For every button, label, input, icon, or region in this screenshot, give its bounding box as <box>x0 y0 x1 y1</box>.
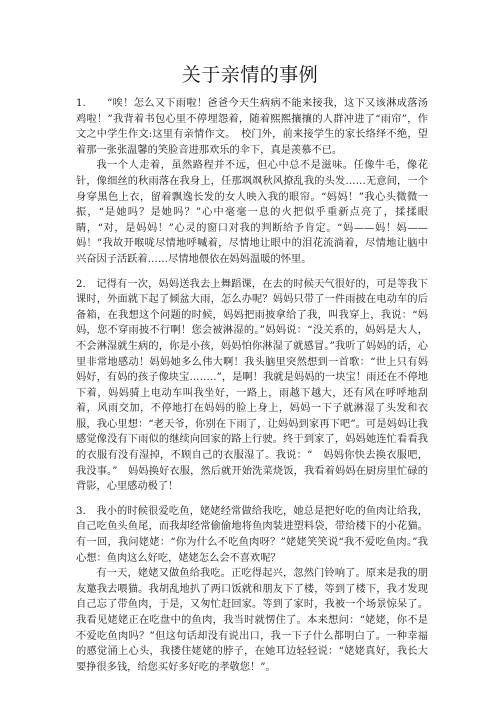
paragraph-1-continued: 我一个人走着，虽然路程并不远，但心中总不是滋味。任像牛毛，像花针，像细丝的秋雨落在我身上，任那飒飒秋风撩乱我的头发……无意间，一个身穿黑色上衣，留着飘逸长发的女人映入我的眼帘。“妈妈！”我心头微微一振，“是她吗？是她吗？”心中毫毫一息的火把似乎重新点亮了，揉揉眼睛，“对，是妈妈！”心灵的窗口对我的判断给予肯定。“妈——妈！妈——妈！”我故开喉咙尽情地呼喊着，尽情地让眼中的泪花流淌着，尽情地让脑中兴奋因子活跃着……尽情地偎依在妈妈温暖的怀里。 <box>76 160 428 265</box>
paragraph-3-continued: 有一天，姥姥又做鱼给我吃。正吃得起兴，忽然门铃响了。原来是我的朋友邀我去喂猫。我胡乱地扒了两口饭就和朋友下了楼，等到了楼下，我才发现自己忘了带鱼肉，于是，又匆忙赶回家。等到了家时，我被一个场景惊呆了。我看见姥姥正在吃盘中的鱼肉，我当时就愣住了。本来想问：“姥姥，你不是不爱吃鱼肉吗？”但这句话却没有说出口，我一下子什么都明白了。一种幸福的感觉涌上心头，我搂住姥姥的脖子，在她耳边轻轻说：“姥姥真好，我长大要挣很多钱，给您买好多好吃的孝敬您！”。 <box>76 568 428 673</box>
document-body <box>76 96 428 675</box>
paragraph-gap <box>76 268 428 277</box>
paragraph-gap <box>76 495 428 504</box>
paragraph-3: 3. 我小的时候很爱吃鱼，姥姥经常做给我吃，她总是把好吃的鱼肉让给我，自己吃鱼头鱼尾，而我却经常偷偷地将鱼肉装进塑料袋，带给楼下的小花猫。有一回，我问姥姥：“你为什么不吃鱼肉呀？”姥姥笑笑说“我不爱吃鱼肉。”我心想：鱼肉这么好吃，姥姥怎么会不喜欢呢？ <box>76 505 428 564</box>
page-title: 关于亲情的事例 <box>181 64 319 86</box>
paragraph-2: 2. 记得有一次，妈妈送我去上舞蹈课，在去的时候天气很好的，可是等我下课时，外面就下起了倾盆大雨，怎么办呢？妈妈只带了一件雨披在电动车的后备箱，在我想这个问题的时候，妈妈把雨披拿给了我，叫我穿上，我说：“妈妈，您不穿雨披不行啊！您会被淋湿的。”妈妈说：“没关系的，妈妈是大人，不会淋湿就生病的，你是小孩，妈妈怕你淋湿了就感冒。”我听了妈妈的话，心里非常地感动！妈妈她多么伟大啊！我头脑里突然想到一首歌：“世上只有妈妈好，有妈的孩子像块宝……..”，是啊！我就是妈妈的一块宝！雨还在不停地下着，妈妈骑上电动车叫我坐好，一路上，雨越下越大，还有风在呼呼地刮着，风雨交加，不停地打在妈妈的脸上身上，妈妈一下子就淋湿了头发和衣服，我心里想：“老天爷，你别在下雨了，让妈妈到家再下吧”。可是妈妈让我感觉像没有下雨似的继续向回家的路上行驶。终于到家了，妈妈她连忙看看我的衣服有没有湿掉，不顾自己的衣服湿了。我说：“ 妈妈你快去换衣服吧，我没事。” 妈妈换好衣服，然后就开始洗菜烧饭，我看着妈妈在厨房里忙碌的背影，心里感动极了！ <box>76 278 428 493</box>
paragraph-1: 1. “唉！怎么又下雨啦！爸爸今天生病病不能来接我，这下又该淋成落汤鸡啦！”我背着书包心里不停埋怨着，随着熙熙攘攘的人群冲进了“雨帘”，作文之中学生作文:这里有亲情作文。 校门外，前来接学生的家长络绎不绝，望着那一张张温馨的笑脸音进那欢乐的伞下，真是羡慕不已。 <box>76 98 428 156</box>
